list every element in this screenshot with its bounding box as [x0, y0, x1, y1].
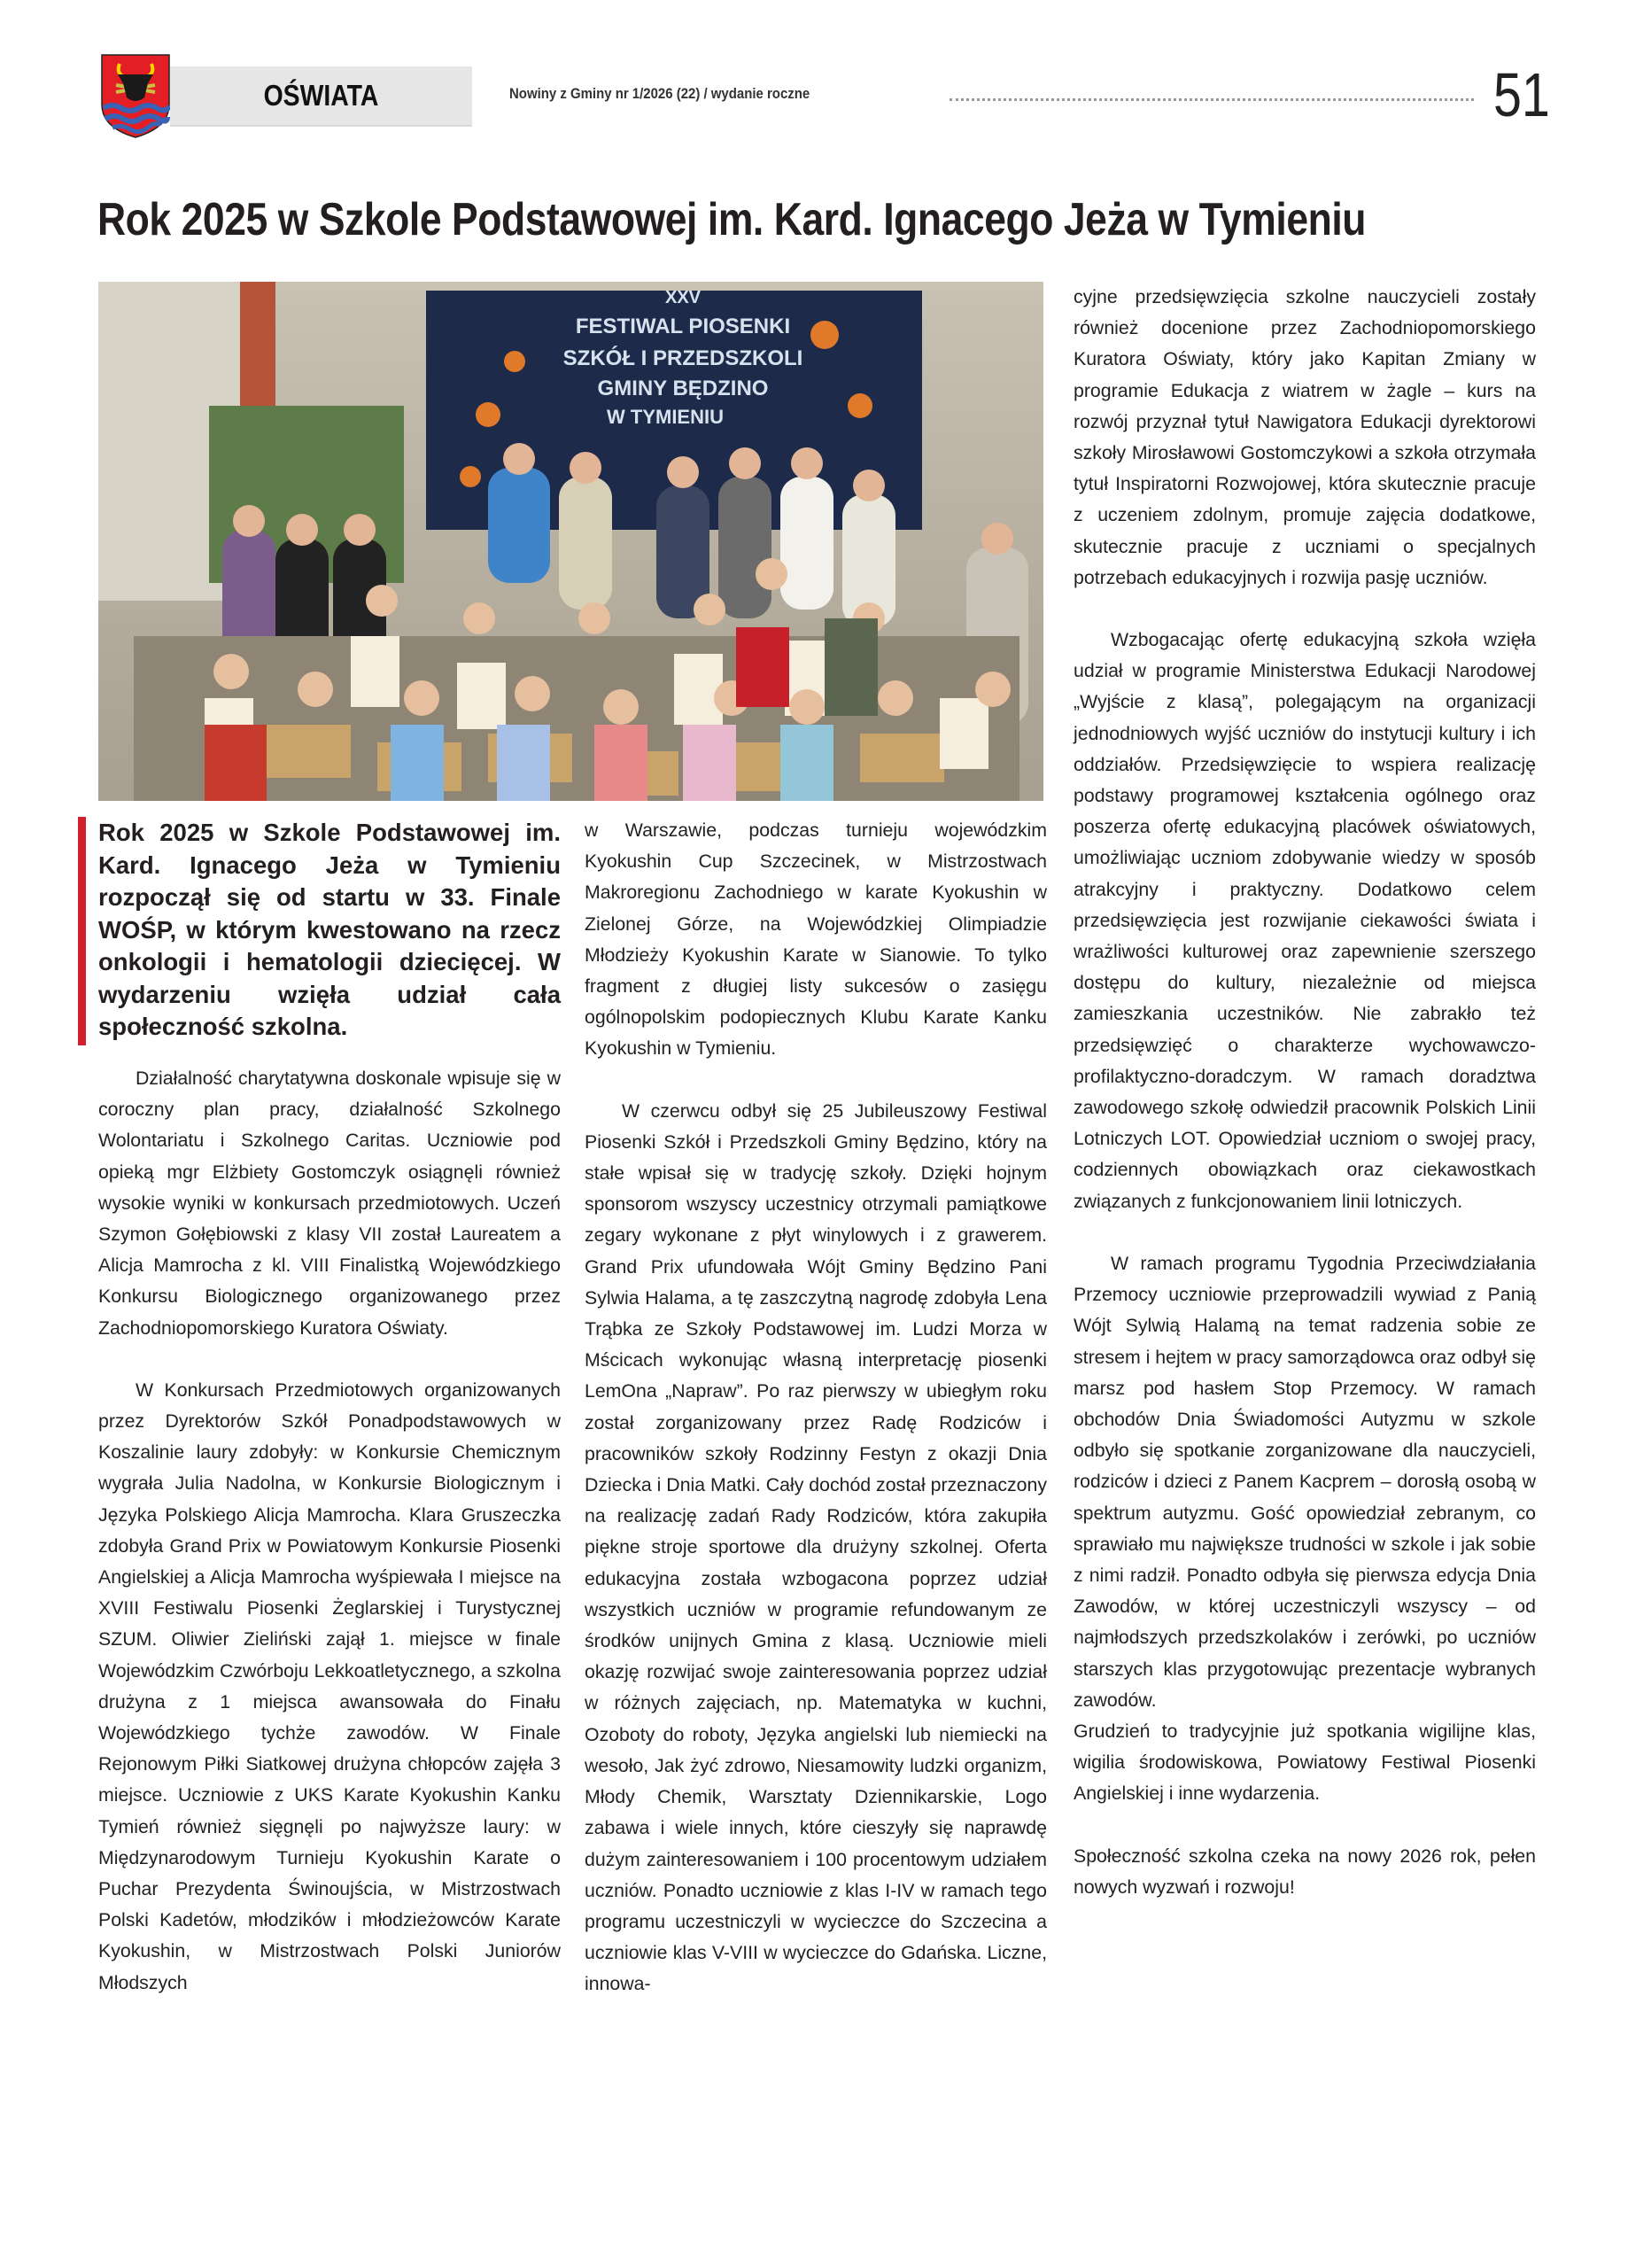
- banner-line: FESTIWAL PIOSENKI: [575, 315, 791, 338]
- coat-of-arms-icon: [100, 53, 171, 138]
- banner-line: W TYMIENIU: [607, 406, 724, 428]
- paragraph: W ramach programu Tygodnia Przeciwdziałania Przemocy uczniowie przeprowadzili wywiad z Panią Wójt Sylwią Halamą na temat radzenia sobie ze stresem i hejtem w pracy samorządowca oraz odbył się marsz pod hasłem Stop Przemocy. W ramach obchodów Dnia Świadomości Autyzmu w szkole odbyło się spotkanie zorganizowane dla nauczycieli, rodziców i dzieci z Panem Kacprem – dorosłą osobą w spektrum autyzmu. Gość opowiedział zebranym, co sprawiało mu największe trudności w szkole i jak sobie z nimi radził. Ponadto odbyła się pierwsza edycja Dnia Zawodów, w której uczestniczyli wszyscy – od najmłodszych przedszkolaków i zerówki, po uczniów starszych klas przygotowując prezentacje wybranych zawodów.: [1074, 1252, 1536, 1711]
- paragraph: W czerwcu odbył się 25 Jubileuszowy Festiwal Piosenki Szkół i Przedszkoli Gminy Będzino, który na stałe wpisał się w tradycję szkoły. Dzięki hojnym sponsorom wszyscy uczestnicy otrzymali pamiątkowe zegary wykonane z płyt winylowych i z grawerem. Grand Prix ufundowała Wójt Gminy Będzino Pani Sylwia Halama, a tę zaszczytną nagrodę zdobyła Lena Trąbka ze Szkoły Podstawowej im. Ludzi Morza w Mścicach wykonując własną interpretację piosenki LemOna „Napraw”. Po raz pierwszy w ubiegłym roku został zorganizowany przez Radę Rodziców i pracowników szkoły Rodzinny Festyn z okazji Dnia Dziecka i Dnia Matki. Cały dochód został przeznaczony na realizację zadań Rady Rodziców, która zakupiła piękne stroje sportowe dla drużyny szkolnej. Oferta edukacyjna została wzbogacona poprzez udział wszystkich uczniów w programie refundowanym ze środków unijnych Gmina z klasą. Uczniowie mieli okazję rozwijać swoje zainteresowania poprzez udział w różnych zajęciach, np. Matematyka w kuchni, Ozoboty do roboty, Języka angielski lub niemiecki na wesoło, Jak żyć zdrowo, Niesamowity ludzki organizm, Młody Chemik, Warsztaty Dziennikarskie, Logo zabawa i wiele innych, które cieszyły się naprawdę dużym zainteresowaniem i 100 procentowym udziałem uczniów. Ponadto uczniowie z klas I-IV w ramach tego programu uczestniczyli w wycieczce do Szczecina a uczniowie klas V-VIII w wycieczce do Gdańska. Liczne, innowa-: [585, 1099, 1048, 1995]
- closing-paragraph: Społeczność szkolna czeka na nowy 2026 rok, pełen nowych wyzwań i rozwoju!: [1074, 1845, 1536, 1898]
- paragraph: Grudzień to tradycyjnie już spotkania wigilijne klas, wigilia środowiskowa, Powiatowy Festiwal Piosenki Angielskiej i inne wydarzenia.: [1074, 1720, 1536, 1805]
- article-lead: [78, 817, 561, 1045]
- paragraph: Działalność charytatywna doskonale wpisuje się w coroczny plan pracy, działalność Szkolnego Wolontariatu i Szkolnego Caritas. Uczniowie pod opieką mgr Elżbiety Gostomczyk osiągnęli również wysokie wyniki w konkursach przedmiotowych. Uczeń Szymon Gołębiowski z klasy VII został Laureatem a Alicja Mamrocha z kl. VIII Finalistką Wojewódzkiego Konkursu Biologicznego organizowanego przez Zachodniopomorskiego Kuratora Oświaty.: [98, 1068, 561, 1339]
- article-column-3: [1074, 282, 1536, 1903]
- paragraph: W Konkursach Przedmiotowych organizowanych przez Dyrektorów Szkół Ponadpodstawowych w Koszalinie laury zdobyły: w Konkursie Chemicznym wygrała Julia Nadolna, w Konkursie Biologicznym i Języka Polskiego Alicja Mamrocha. Klara Gruszeczka zdobyła Grand Prix w Powiatowym Konkursie Piosenki Angielskiej a Alicja Mamrocha wyśpiewała I miejsce na XVIII Festiwalu Piosenki Żeglarskiej i Turystycznej SZUM. Oliwier Zieliński zajął 1. miejsce w finale Wojewódzkim Czwórboju Lekkoatletycznego, a szkolna drużyna z 1 miejsca awansowała do Finału Wojewódzkiego tychże zawodów. W Finale Rejonowym Piłki Siatkowej drużyna chłopców zajęła 3 miejsce. Uczniowie z UKS Karate Kyokushin Kanku Tymień również sięgnęli po najwyższe laury: w Międzynarodowym Turnieju Kyokushin Karate o Puchar Prezydenta Świnoujścia, w Mistrzostwach Polski Kadetów, młodzików i młodzieżowców Karate Kyokushin, w Mistrzostwach Polski Juniorów Młodszych: [98, 1379, 561, 1993]
- article-column-1: [98, 1063, 561, 1999]
- paragraph: Wzbogacając ofertę edukacyjną szkoła wzięła udział w programie Ministerstwa Edukacji Narodowej „Wyjście z klasą”, polegającym na organizacji jednodniowych wyjść uczniów do instytucji kultury i ich oddziałów. Przedsięwzięcie to wspiera realizację podstawy programowej kształcenia ogólnego oraz poszerza ofertę edukacyjną placówek oświatowych, umożliwiając uczniom zdobywanie wiedzy w sposób atrakcyjny i praktyczny. Dodatkowo celem przedsięwzięcia jest rozwijanie ciekawości świata i wrażliwości kulturowej oraz zapewnienie szerszego dostępu do kultury, niezależnie od miejsca zamieszkania uczestników. Nie zabrakło też przedsięwzięć o charakterze wychowawczo-profilaktyczno-doradczym. W ramach doradztwa zawodowego szkołę odwiedził pracownik Polskich Linii Lotniczych LOT. Opowiedział uczniom o swojej pracy, codziennych obowiązkach oraz ciekawostkach związanych z funkcjonowaniem linii lotniczych.: [1074, 629, 1536, 1212]
- lead-accent-bar: [78, 817, 86, 1045]
- page-number: 51: [1493, 60, 1550, 129]
- paragraph: cyjne przedsięwzięcia szkolne nauczycieli zostały również docenione przez Zachodniopomorskiego Kuratora Oświaty, który jako Kapitan Zmiany w programie Edukacja z wiatrem w żagle – kurs na rozwój przyznał tytuł Nawigatora Edukacji dyrektorowi szkoły Mirosławowi Gostomczykowi a szkoła otrzymała tytuł Inspiratorni Rozwojowej, która skutecznie pracuje z uczeniem zdolnym, promuje zajęcia dodatkowe, skutecznie pracuje z uczniami o specjalnych potrzebach edukacyjnych i rozwija pasję uczniów.: [1074, 286, 1536, 588]
- issue-info: Nowiny z Gminy nr 1/2026 (22) / wydanie roczne: [509, 85, 810, 102]
- section-label-band: [170, 66, 472, 127]
- lead-text: Rok 2025 w Szkole Podstawowej im. Kard. Ignacego Jeża w Tymieniu rozpoczął się od startu w 33. Finale WOŚP, w którym kwestowano na rzecz onkologii i hematologii dziecięcej. W wydarzeniu wzięła udział cała społeczność szkolna.: [98, 819, 561, 1040]
- article-photo: [98, 282, 1043, 801]
- article-column-2: [585, 815, 1047, 2000]
- group-photo-image: [98, 282, 1043, 801]
- banner-line: XXV: [664, 288, 702, 307]
- article-title: Rok 2025 w Szkole Podstawowej im. Kard. Ignacego Jeża w Tymieniu: [97, 194, 1367, 245]
- section-label: OŚWIATA: [263, 79, 379, 112]
- banner-line: SZKÓŁ I PRZEDSZKOLI: [562, 346, 803, 370]
- banner-line: GMINY BĘDZINO: [597, 377, 769, 400]
- dotted-leader-divider: [950, 98, 1474, 101]
- paragraph: w Warszawie, podczas turnieju wojewódzkim Kyokushin Cup Szczecinek, w Mistrzostwach Makroregionu Zachodniego w karate Kyokushin w Zielonej Górze, na Wojewódzkiej Olimpiadzie Młodzieży Kyokushin Karate w Sianowie. To tylko fragment z długiej listy sukcesów o zasięgu ogólnopolskim podopiecznych Klubu Karate Kanku Kyokushin w Tymieniu.: [585, 819, 1047, 1060]
